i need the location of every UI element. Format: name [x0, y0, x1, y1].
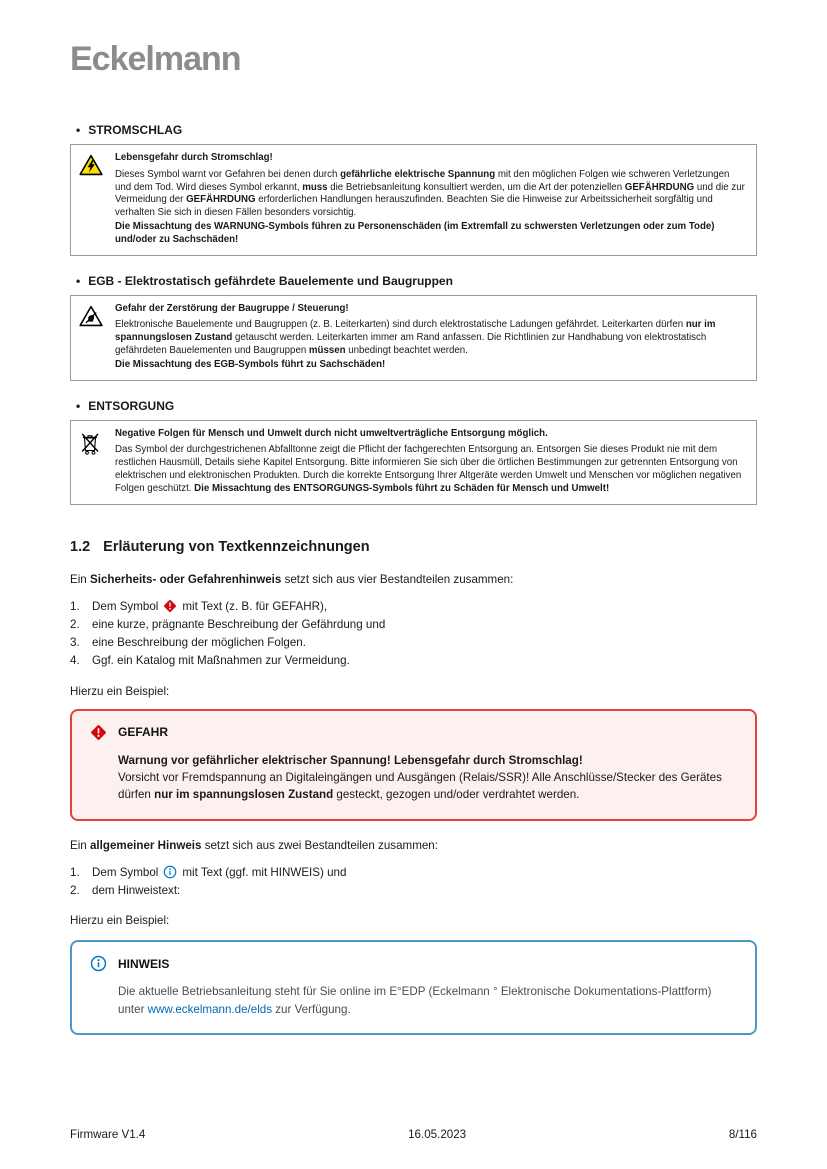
text-segment: mit den möglichen Folgen wie schweren Verletzungen und dem Tod. Wird dieses Symbol erkannt, [115, 168, 730, 193]
list-number: 2. [70, 617, 80, 631]
text-segment: setzt sich aus vier Bestandteilen zusammen: [281, 572, 514, 586]
text-segment: gefährliche elektrische Spannung [340, 168, 496, 180]
list-text-post: mit Text (ggf. mit HINWEIS) und [182, 866, 347, 880]
example-label: Hierzu ein Beispiel: [70, 914, 170, 928]
danger-diamond-icon [163, 599, 177, 613]
section-title: Erläuterung von Textkennzeichnungen [103, 538, 370, 555]
list-text: eine Beschreibung der möglichen Folgen. [92, 636, 306, 650]
footer-page-number: 8/116 [728, 1128, 757, 1141]
egb-notice-box [70, 295, 757, 381]
entsorgung-notice-text [115, 428, 746, 496]
elds-link[interactable]: www.eckelmann.de/elds [147, 1002, 273, 1016]
text-segment: Das Symbol der durchgestrichenen Abfalltonne zeigt die Pflicht der fachgerechten Entsorgung an. Entsorgen Sie dieses Produkt nie mit dem restlichen Hausmüll, Details siehe Kapitel Entsorgung. Bitte informieren Sie sich über die örtlichen Bestimmungen zur getrennten Entsorgung von elektrischen und elektronischen Produkten. Durch die korrekte Entsorgung Ihrer Altgeräte werden Umwelt und Menschen vor möglichen negativen Folgen geschützt. [115, 444, 742, 494]
text-segment: Die aktuelle Betriebsanleitung steht für Sie online im E°EDP (Eckelmann ° Elektronische Dokumentations-Plattform) unter [118, 985, 712, 1016]
safety-components-list [70, 599, 757, 670]
text-segment: Die Missachtung des ENTSORGUNGS-Symbols führt zu Schäden für Mensch und Umwelt! [194, 482, 610, 494]
text-segment: setzt sich aus zwei Bestandteilen zusammen: [201, 838, 438, 852]
heading-stromschlag-label: STROMSCHLAG [88, 123, 183, 137]
note-intro-paragraph [70, 838, 757, 854]
text-segment: Ein [70, 838, 90, 852]
text-segment: Sicherheits- oder Gefahrenhinweis [89, 572, 282, 586]
text-segment: gesteckt, gezogen und/oder verdrahtet werden. [333, 788, 580, 802]
list-text: dem Hinweistext: [92, 884, 181, 898]
list-number: 2. [70, 884, 80, 898]
text-segment: muss [302, 181, 328, 193]
list-text-pre: Dem Symbol [92, 599, 159, 613]
footer-firmware-version: Firmware V1.4 [70, 1128, 146, 1141]
text-segment: allgemeiner Hinweis [89, 838, 202, 852]
notice-warning: Die Missachtung des WARNUNG-Symbols führen zu Personenschäden (im Extremfall zu schwersten Verletzungen oder zum Tode) und/oder zu Sachschäden! [115, 220, 715, 245]
list-item [70, 883, 757, 899]
gefahr-box-body [118, 752, 737, 804]
info-circle-icon [90, 955, 107, 972]
list-text-post: mit Text (z. B. für GEFAHR), [182, 599, 328, 613]
text-segment: unbedingt beachtet werden. [345, 344, 468, 356]
text-segment: Elektronische Bauelemente und Baugruppen (z. B. Leiterkarten) sind durch elektrostatische Ladungen gefährdet. Leiterkarten dürfen [115, 319, 686, 331]
notice-body [115, 319, 746, 357]
list-text [92, 599, 327, 615]
text-segment: GEFÄHRDUNG [186, 194, 256, 206]
hinweis-box-body [118, 983, 737, 1018]
gefahr-headline: Warnung vor gefährlicher elektrischer Spannung! Lebensgefahr durch Stromschlag! [118, 753, 583, 767]
text-segment: getauscht werden. Leiterkarten immer am Rand anfassen. Die Richtlinien zur Handhabung von elektrostatisch gefährdeten Bauelementen und Baugruppen [115, 332, 707, 356]
stromschlag-notice-box [70, 144, 757, 256]
bullet-marker: • [76, 123, 81, 137]
section-number: 1.2 [70, 538, 91, 555]
list-text: eine kurze, prägnante Beschreibung der Gefährdung und [92, 617, 386, 631]
heading-egb [76, 274, 757, 288]
safety-intro-paragraph [70, 572, 757, 588]
entsorgung-notice-box [70, 420, 757, 505]
esd-warning-icon [79, 303, 105, 372]
notice-warning: Die Missachtung des EGB-Symbols führt zu Sachschäden! [115, 358, 386, 370]
list-number: 1. [70, 599, 80, 613]
section-heading-1-2 [70, 539, 757, 555]
list-item [70, 617, 757, 633]
hinweis-box-header [90, 955, 737, 972]
footer-date: 16.05.2023 [408, 1128, 467, 1141]
egb-notice-text [115, 303, 746, 372]
text-segment: Dieses Symbol warnt vor Gefahren bei denen durch [115, 168, 341, 180]
list-item [70, 653, 757, 669]
heading-egb-label: EGB - Elektrostatisch gefährdete Bauelemente und Baugruppen [88, 273, 453, 288]
list-item [70, 635, 757, 651]
notice-body [115, 169, 746, 220]
text-segment: müssen [308, 344, 346, 356]
text-segment: die Betriebsanleitung konsultiert werden, um die Art der potenziellen [327, 181, 625, 193]
text-segment: nur im spannungslosen Zustand [115, 319, 716, 344]
list-number: 3. [70, 636, 80, 650]
crossed-out-waste-bin-icon [79, 428, 105, 496]
example-label: Hierzu ein Beispiel: [70, 684, 170, 698]
notice-title: Gefahr der Zerstörung der Baugruppe / Steuerung! [115, 302, 349, 314]
list-item [70, 599, 757, 615]
hinweis-text [118, 983, 737, 1018]
high-voltage-warning-icon [79, 152, 105, 247]
text-segment: zur Verfügung. [272, 1002, 351, 1016]
gefahr-text [118, 769, 737, 804]
heading-entsorgung [76, 399, 757, 413]
page-footer [70, 1128, 757, 1141]
bullet-marker: • [76, 398, 81, 413]
notice-title: Lebensgefahr durch Stromschlag! [115, 152, 273, 163]
gefahr-box-title: GEFAHR [118, 725, 169, 740]
notice-title: Negative Folgen für Mensch und Umwelt durch nicht umweltverträgliche Entsorgung möglich. [115, 427, 548, 439]
info-circle-icon [163, 865, 177, 879]
heading-stromschlag [76, 123, 757, 137]
text-segment: und die zur Vermeidung der [115, 181, 745, 206]
list-text [92, 865, 346, 881]
text-segment: GEFÄHRDUNG [624, 181, 695, 193]
gefahr-example-box [70, 709, 757, 821]
text-segment: nur im spannungslosen Zustand [154, 788, 334, 802]
list-number: 1. [70, 866, 80, 880]
notice-body [115, 444, 746, 495]
text-segment: Vorsicht vor Fremdspannung an Digitaleingängen und Ausgängen (Relais/SSR)! Alle Anschlüsse/Stecker des Gerätes dürfen [118, 771, 722, 802]
hinweis-box-title: HINWEIS [118, 956, 170, 971]
list-text-pre: Dem Symbol [92, 866, 159, 880]
hinweis-example-box [70, 940, 757, 1035]
note-components-list [70, 865, 757, 899]
heading-entsorgung-label: ENTSORGUNG [88, 398, 175, 413]
text-segment: erforderlichen Handlungen herauszufinden. Beachten Sie die Hinweise zur Arbeitssicherheit sorgfältig und verhalten Sie sich in diesen Fällen besonders vorsichtig. [115, 194, 713, 219]
list-number: 4. [70, 654, 80, 668]
list-item [70, 865, 757, 881]
danger-diamond-icon [90, 724, 107, 741]
gefahr-box-header [90, 724, 737, 741]
list-text: Ggf. ein Katalog mit Maßnahmen zur Vermeidung. [92, 654, 350, 668]
bullet-marker: • [76, 273, 81, 288]
text-segment: Ein [70, 572, 90, 586]
stromschlag-notice-text [115, 152, 746, 247]
eckelmann-logo: Eckelmann [70, 40, 241, 78]
